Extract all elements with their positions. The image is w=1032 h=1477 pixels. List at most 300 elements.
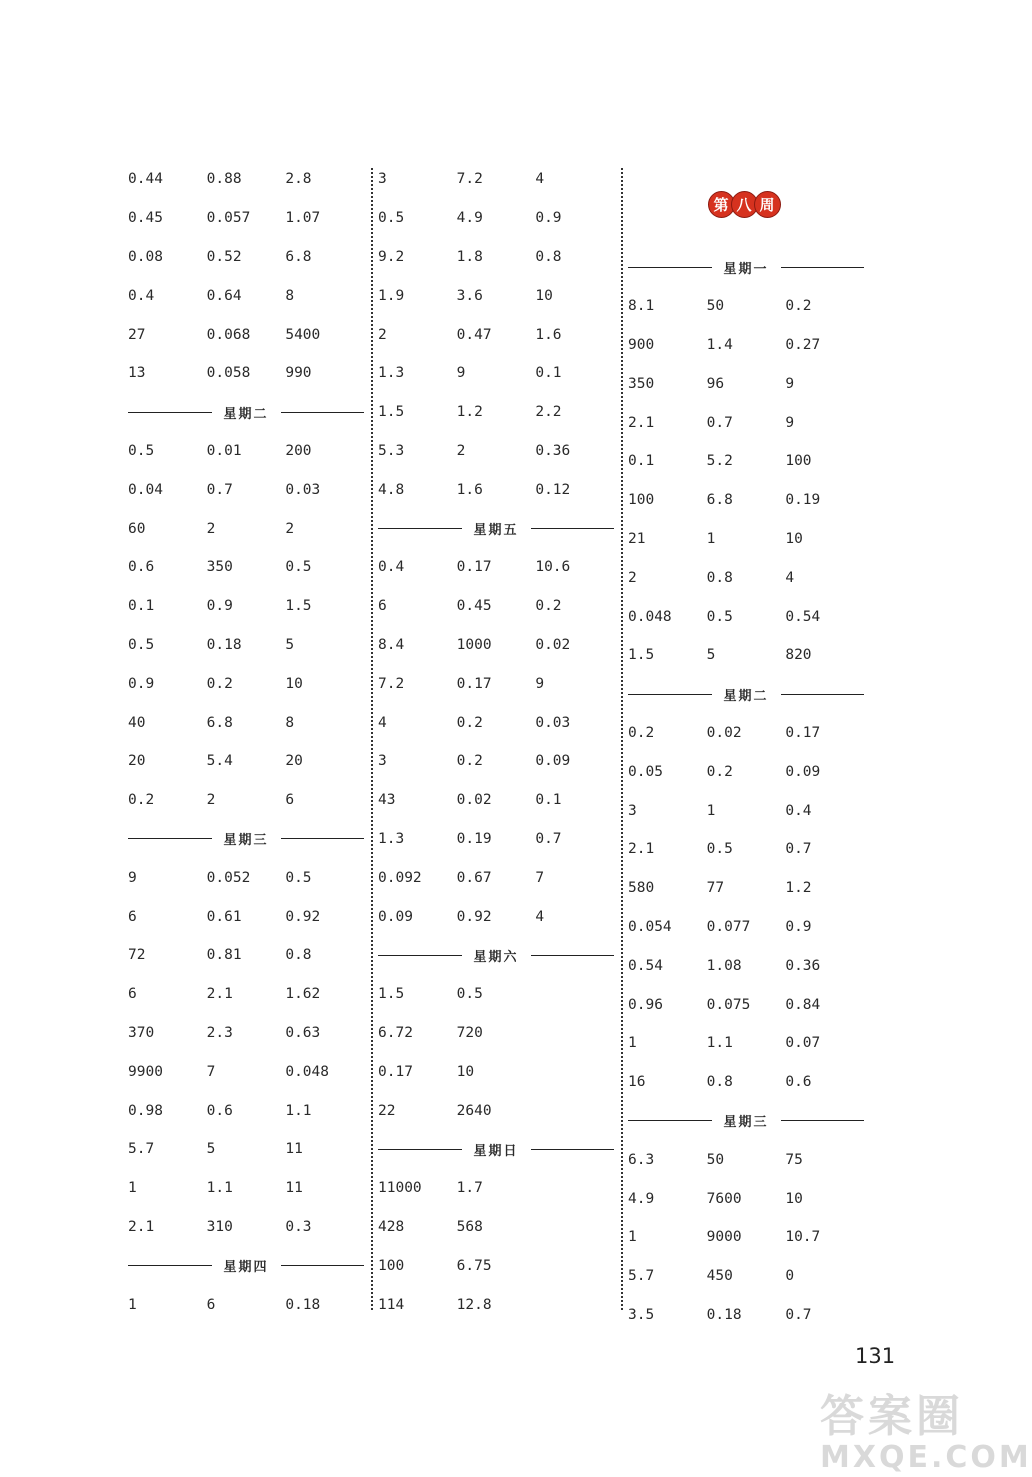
week-badge-char: 周 bbox=[754, 191, 781, 218]
answer-cell: 0.02 bbox=[706, 724, 742, 741]
answer-cell: 7.2 bbox=[456, 171, 483, 188]
answer-cell: 13 bbox=[128, 365, 146, 382]
answer-row bbox=[128, 354, 364, 393]
answer-cell: 5.7 bbox=[628, 1268, 655, 1285]
answer-cell: 0.7 bbox=[706, 414, 733, 431]
answer-row bbox=[128, 315, 364, 354]
answer-cell: 0.36 bbox=[785, 957, 821, 974]
answer-row bbox=[128, 626, 364, 665]
answer-cell: 0.09 bbox=[378, 908, 413, 925]
answer-cell: 27 bbox=[128, 326, 146, 343]
watermark-url: MXQE.COM bbox=[820, 1440, 1032, 1475]
answer-cell: 350 bbox=[628, 375, 655, 392]
answer-row bbox=[128, 1130, 364, 1169]
answer-cell: 9 bbox=[785, 375, 795, 392]
day-header bbox=[128, 393, 364, 432]
answer-cell: 0.19 bbox=[785, 492, 821, 509]
answer-cell: 0.54 bbox=[628, 957, 663, 974]
answer-cell: 990 bbox=[285, 365, 312, 382]
answer-cell: 0.048 bbox=[628, 608, 672, 625]
watermark-logo bbox=[820, 1380, 1032, 1475]
answer-cell: 100 bbox=[628, 492, 655, 509]
answer-row bbox=[628, 558, 864, 597]
answer-cell: 10 bbox=[456, 1063, 475, 1080]
answer-cell: 0.92 bbox=[285, 908, 321, 925]
answer-cell: 0.4 bbox=[128, 287, 155, 304]
answer-row bbox=[128, 432, 364, 471]
answer-row bbox=[378, 897, 614, 936]
answer-row bbox=[378, 1208, 614, 1247]
answer-row bbox=[128, 975, 364, 1014]
answer-row bbox=[128, 703, 364, 742]
answer-cell: 6.3 bbox=[628, 1151, 655, 1168]
answer-cell: 200 bbox=[285, 442, 312, 459]
day-label: 星期三 bbox=[223, 833, 269, 849]
answer-cell: 0.67 bbox=[456, 869, 492, 886]
answer-row bbox=[378, 742, 614, 781]
answer-cell: 6 bbox=[128, 908, 137, 925]
answer-cell: 0.7 bbox=[785, 1306, 812, 1323]
answer-cell: 0.7 bbox=[785, 841, 812, 858]
answer-cell: 0.27 bbox=[785, 336, 821, 353]
answer-cell: 60 bbox=[128, 520, 146, 537]
answer-cell: 1 bbox=[128, 1180, 137, 1197]
header-rule bbox=[628, 694, 712, 695]
answer-row bbox=[378, 315, 614, 354]
answer-cell: 8.1 bbox=[628, 298, 655, 315]
answer-cell: 0.03 bbox=[535, 714, 571, 731]
answer-row bbox=[378, 1091, 614, 1130]
answer-cell: 50 bbox=[706, 1151, 725, 1168]
header-rule bbox=[531, 1149, 615, 1150]
answer-cell: 0.47 bbox=[456, 326, 492, 343]
answer-row bbox=[628, 442, 864, 481]
answer-cell: 720 bbox=[456, 1024, 483, 1041]
answer-cell: 9900 bbox=[128, 1063, 163, 1080]
day-header bbox=[378, 509, 614, 548]
answer-row bbox=[378, 1014, 614, 1053]
header-rule bbox=[628, 1120, 712, 1121]
answer-cell: 0.17 bbox=[456, 675, 492, 692]
answer-cell: 0.9 bbox=[128, 675, 155, 692]
answer-cell: 0.88 bbox=[206, 171, 242, 188]
header-rule bbox=[781, 694, 865, 695]
answer-cell: 1.3 bbox=[378, 365, 405, 382]
answer-cell: 2.1 bbox=[128, 1218, 155, 1235]
answer-cell: 0.07 bbox=[785, 1035, 821, 1052]
column-divider bbox=[621, 168, 623, 1310]
answer-cell: 22 bbox=[378, 1102, 396, 1119]
answer-cell: 0.8 bbox=[535, 248, 562, 265]
answer-cell: 2.8 bbox=[285, 171, 312, 188]
answer-cell: 50 bbox=[706, 298, 725, 315]
day-label: 星期一 bbox=[723, 261, 769, 277]
answer-row bbox=[378, 238, 614, 277]
answer-cell: 0.5 bbox=[378, 210, 405, 227]
header-rule bbox=[781, 1120, 865, 1121]
answer-cell: 1 bbox=[128, 1296, 137, 1313]
answer-cell: 0.2 bbox=[628, 724, 655, 741]
answer-row bbox=[628, 1257, 864, 1296]
answer-cell: 10 bbox=[785, 1190, 803, 1207]
week-badge-char: 第 bbox=[708, 191, 735, 218]
answer-column-1 bbox=[128, 160, 364, 1324]
answer-cell: 8 bbox=[285, 714, 295, 731]
header-rule bbox=[531, 528, 615, 529]
answer-cell: 0.52 bbox=[206, 248, 242, 265]
answer-cell: 7600 bbox=[706, 1190, 742, 1207]
answer-cell: 0.19 bbox=[456, 830, 492, 847]
answer-cell: 0.057 bbox=[206, 210, 251, 227]
answer-row bbox=[628, 869, 864, 908]
answer-cell: 5.3 bbox=[378, 442, 405, 459]
answer-cell: 5.7 bbox=[128, 1141, 155, 1158]
day-label: 星期四 bbox=[223, 1260, 269, 1276]
answer-row bbox=[628, 1218, 864, 1257]
answer-column-2 bbox=[378, 160, 614, 1324]
answer-cell: 0.5 bbox=[706, 608, 733, 625]
answer-cell: 10.6 bbox=[535, 559, 571, 576]
answer-cell: 1.1 bbox=[206, 1180, 233, 1197]
answer-row bbox=[128, 587, 364, 626]
answer-cell: 0.04 bbox=[128, 481, 163, 498]
answer-cell: 1.8 bbox=[456, 248, 483, 265]
answer-row bbox=[628, 636, 864, 675]
answer-cell: 7 bbox=[535, 869, 545, 886]
answer-row bbox=[628, 791, 864, 830]
answer-cell: 0.5 bbox=[285, 559, 312, 576]
answer-row bbox=[628, 597, 864, 636]
answer-cell: 450 bbox=[706, 1268, 733, 1285]
answer-row bbox=[378, 858, 614, 897]
answer-cell: 4.8 bbox=[378, 481, 405, 498]
answer-cell: 0.18 bbox=[285, 1296, 321, 1313]
answer-cell: 0.8 bbox=[285, 947, 312, 964]
day-label: 星期六 bbox=[473, 949, 519, 965]
day-label: 星期五 bbox=[473, 523, 519, 539]
answer-cell: 0.2 bbox=[456, 753, 483, 770]
day-label: 星期二 bbox=[723, 688, 769, 704]
answer-cell: 8.4 bbox=[378, 636, 405, 653]
answer-cell: 1 bbox=[706, 802, 716, 819]
answer-row bbox=[378, 587, 614, 626]
answer-row bbox=[128, 199, 364, 238]
answer-cell: 6 bbox=[206, 1296, 216, 1313]
answer-cell: 4.9 bbox=[628, 1190, 655, 1207]
answer-cell: 3 bbox=[378, 753, 387, 770]
answer-cell: 5.2 bbox=[706, 453, 733, 470]
answer-cell: 10 bbox=[535, 287, 553, 304]
answer-row bbox=[628, 287, 864, 326]
day-header bbox=[628, 1102, 864, 1141]
answer-row bbox=[628, 403, 864, 442]
answer-cell: 10 bbox=[785, 530, 803, 547]
answer-cell: 0.54 bbox=[785, 608, 821, 625]
answer-cell: 0.05 bbox=[628, 763, 663, 780]
day-header bbox=[128, 820, 364, 859]
answer-cell: 100 bbox=[785, 453, 812, 470]
answer-cell: 0.6 bbox=[785, 1074, 812, 1091]
answer-cell: 0.5 bbox=[285, 869, 312, 886]
answer-cell: 2 bbox=[206, 792, 216, 809]
answer-cell: 4 bbox=[535, 908, 545, 925]
answer-cell: 1.07 bbox=[285, 210, 321, 227]
answer-cell: 0.068 bbox=[206, 326, 251, 343]
answer-row bbox=[128, 160, 364, 199]
answer-row bbox=[378, 820, 614, 859]
answer-cell: 0.44 bbox=[128, 171, 163, 188]
answer-cell: 2 bbox=[206, 520, 216, 537]
answer-row bbox=[628, 946, 864, 985]
answer-cell: 0.6 bbox=[206, 1102, 233, 1119]
answer-cell: 10.7 bbox=[785, 1229, 821, 1246]
answer-cell: 0.17 bbox=[456, 559, 492, 576]
answer-cell: 3 bbox=[378, 171, 387, 188]
answer-row bbox=[378, 354, 614, 393]
answer-cell: 568 bbox=[456, 1218, 483, 1235]
answer-row bbox=[128, 1014, 364, 1053]
answer-cell: 0.2 bbox=[206, 675, 233, 692]
header-rule bbox=[781, 267, 865, 268]
answer-cell: 1.5 bbox=[378, 404, 405, 421]
answer-cell: 0.8 bbox=[706, 569, 733, 586]
answer-row bbox=[128, 742, 364, 781]
answer-cell: 11 bbox=[285, 1141, 303, 1158]
answer-row bbox=[628, 908, 864, 947]
answer-cell: 16 bbox=[628, 1074, 646, 1091]
answer-cell: 0.1 bbox=[128, 598, 155, 615]
day-header bbox=[378, 936, 614, 975]
answer-cell: 1.6 bbox=[535, 326, 562, 343]
answer-row bbox=[128, 548, 364, 587]
answer-cell: 0.18 bbox=[206, 636, 242, 653]
day-header bbox=[128, 1246, 364, 1285]
answer-cell: 5.4 bbox=[206, 753, 233, 770]
week-badge-char: 八 bbox=[731, 191, 758, 218]
answer-cell: 0.054 bbox=[628, 918, 672, 935]
answer-row bbox=[378, 1052, 614, 1091]
answer-cell: 0.09 bbox=[785, 763, 821, 780]
answer-cell: 4.9 bbox=[456, 210, 483, 227]
header-rule bbox=[128, 838, 212, 839]
answer-row bbox=[378, 393, 614, 432]
day-header bbox=[628, 248, 864, 287]
answer-cell: 0.048 bbox=[285, 1063, 329, 1080]
answer-row bbox=[628, 1063, 864, 1102]
answer-cell: 9 bbox=[456, 365, 466, 382]
answer-row bbox=[128, 781, 364, 820]
answer-cell: 0.1 bbox=[535, 365, 562, 382]
answer-cell: 0 bbox=[785, 1268, 795, 1285]
answer-cell: 0.077 bbox=[706, 918, 751, 935]
answer-row bbox=[378, 1285, 614, 1324]
answer-cell: 0.17 bbox=[378, 1063, 413, 1080]
answer-cell: 0.45 bbox=[128, 210, 163, 227]
answer-row bbox=[378, 432, 614, 471]
answer-row bbox=[628, 1296, 864, 1335]
header-rule bbox=[378, 1149, 462, 1150]
answer-row bbox=[378, 626, 614, 665]
answer-row bbox=[378, 664, 614, 703]
answer-cell: 0.18 bbox=[706, 1306, 742, 1323]
answer-cell: 5 bbox=[706, 647, 716, 664]
answer-cell: 3.5 bbox=[628, 1306, 655, 1323]
answer-row bbox=[628, 1024, 864, 1063]
answer-cell: 2.1 bbox=[628, 414, 655, 431]
answer-cell: 0.02 bbox=[456, 792, 492, 809]
answer-cell: 0.2 bbox=[706, 763, 733, 780]
header-rule bbox=[531, 955, 615, 956]
answer-row bbox=[128, 1169, 364, 1208]
answer-cell: 310 bbox=[206, 1218, 233, 1235]
answer-cell: 0.02 bbox=[535, 636, 571, 653]
answer-cell: 72 bbox=[128, 947, 146, 964]
answer-cell: 9.2 bbox=[378, 248, 405, 265]
answer-cell: 21 bbox=[628, 530, 646, 547]
answer-cell: 6.8 bbox=[706, 492, 733, 509]
answer-cell: 0.6 bbox=[128, 559, 155, 576]
answer-cell: 0.98 bbox=[128, 1102, 163, 1119]
week-badge bbox=[712, 191, 781, 218]
answer-row bbox=[628, 481, 864, 520]
answer-cell: 43 bbox=[378, 792, 396, 809]
answer-row bbox=[628, 520, 864, 559]
page-number: 131 bbox=[855, 1344, 896, 1368]
answer-cell: 0.2 bbox=[128, 792, 155, 809]
answer-cell: 8 bbox=[285, 287, 295, 304]
answer-cell: 4 bbox=[378, 714, 387, 731]
answer-cell: 12.8 bbox=[456, 1296, 492, 1313]
answer-cell: 20 bbox=[285, 753, 303, 770]
answer-cell: 100 bbox=[378, 1257, 405, 1274]
answer-cell: 0.9 bbox=[785, 918, 812, 935]
answer-cell: 2 bbox=[285, 520, 295, 537]
answer-row bbox=[128, 664, 364, 703]
answer-cell: 0.9 bbox=[535, 210, 562, 227]
answer-row bbox=[378, 276, 614, 315]
answer-cell: 0.092 bbox=[378, 869, 422, 886]
answer-cell: 0.01 bbox=[206, 442, 242, 459]
answer-cell: 6 bbox=[378, 598, 387, 615]
answer-cell: 0.09 bbox=[535, 753, 571, 770]
day-label: 星期三 bbox=[723, 1115, 769, 1131]
answer-cell: 1.3 bbox=[378, 830, 405, 847]
answer-cell: 1.6 bbox=[456, 481, 483, 498]
answer-row bbox=[128, 858, 364, 897]
answer-row bbox=[628, 364, 864, 403]
answer-cell: 0.92 bbox=[456, 908, 492, 925]
answer-cell: 5400 bbox=[285, 326, 321, 343]
answer-cell: 0.5 bbox=[706, 841, 733, 858]
answer-cell: 1 bbox=[628, 1035, 637, 1052]
answer-cell: 1.1 bbox=[285, 1102, 312, 1119]
answer-cell: 20 bbox=[128, 753, 146, 770]
answer-cell: 0.61 bbox=[206, 908, 242, 925]
answer-cell: 820 bbox=[785, 647, 812, 664]
answer-row bbox=[128, 1052, 364, 1091]
answer-cell: 1.5 bbox=[378, 986, 405, 1003]
answer-cell: 1.2 bbox=[456, 404, 483, 421]
header-rule bbox=[378, 528, 462, 529]
answer-cell: 0.5 bbox=[128, 636, 155, 653]
answer-row bbox=[128, 509, 364, 548]
answer-cell: 9 bbox=[535, 675, 545, 692]
answer-cell: 114 bbox=[378, 1296, 405, 1313]
answer-cell: 0.3 bbox=[285, 1218, 312, 1235]
header-rule bbox=[281, 1265, 365, 1266]
header-rule bbox=[378, 955, 462, 956]
answer-row bbox=[128, 936, 364, 975]
answer-cell: 2.2 bbox=[535, 404, 562, 421]
answer-cell: 0.052 bbox=[206, 869, 251, 886]
answer-cell: 0.075 bbox=[706, 996, 751, 1013]
answer-cell: 1.08 bbox=[706, 957, 742, 974]
answer-cell: 0.4 bbox=[785, 802, 812, 819]
answer-row bbox=[378, 703, 614, 742]
day-header bbox=[378, 1130, 614, 1169]
answer-cell: 6 bbox=[128, 986, 137, 1003]
answer-cell: 0.96 bbox=[628, 996, 663, 1013]
answer-row bbox=[128, 238, 364, 277]
answer-row bbox=[628, 985, 864, 1024]
answer-cell: 0.5 bbox=[128, 442, 155, 459]
answer-cell: 0.17 bbox=[785, 724, 821, 741]
answer-cell: 11 bbox=[285, 1180, 303, 1197]
answer-row bbox=[628, 1179, 864, 1218]
answer-cell: 11000 bbox=[378, 1180, 422, 1197]
answer-cell: 7.2 bbox=[378, 675, 405, 692]
answer-cell: 0.5 bbox=[456, 986, 483, 1003]
header-rule bbox=[128, 412, 212, 413]
answer-cell: 96 bbox=[706, 375, 725, 392]
answer-row bbox=[628, 752, 864, 791]
answer-cell: 2.1 bbox=[628, 841, 655, 858]
answer-cell: 2.1 bbox=[206, 986, 233, 1003]
answer-column-3 bbox=[628, 160, 864, 1334]
day-header bbox=[628, 675, 864, 714]
answer-cell: 0.7 bbox=[206, 481, 233, 498]
answer-cell: 0.45 bbox=[456, 598, 492, 615]
answer-row bbox=[378, 470, 614, 509]
answer-cell: 6.75 bbox=[456, 1257, 492, 1274]
answer-cell: 0.9 bbox=[206, 598, 233, 615]
answer-cell: 0.03 bbox=[285, 481, 321, 498]
answer-cell: 6 bbox=[285, 792, 295, 809]
answer-cell: 3 bbox=[628, 802, 637, 819]
answer-cell: 2 bbox=[628, 569, 637, 586]
answer-cell: 0.7 bbox=[535, 830, 562, 847]
answer-cell: 6.8 bbox=[206, 714, 233, 731]
answer-cell: 1.9 bbox=[378, 287, 405, 304]
answer-cell: 1.2 bbox=[785, 880, 812, 897]
header-rule bbox=[281, 412, 365, 413]
answer-cell: 350 bbox=[206, 559, 233, 576]
answer-cell: 0.63 bbox=[285, 1024, 321, 1041]
answer-row bbox=[378, 1169, 614, 1208]
answer-cell: 370 bbox=[128, 1024, 155, 1041]
answer-cell: 0.36 bbox=[535, 442, 571, 459]
answer-cell: 1.4 bbox=[706, 336, 733, 353]
answer-cell: 10 bbox=[285, 675, 303, 692]
answer-row bbox=[128, 1285, 364, 1324]
answer-cell: 0.8 bbox=[706, 1074, 733, 1091]
answer-cell: 9 bbox=[128, 869, 137, 886]
answer-cell: 900 bbox=[628, 336, 655, 353]
answer-row bbox=[378, 160, 614, 199]
answer-cell: 9000 bbox=[706, 1229, 742, 1246]
answer-row bbox=[128, 897, 364, 936]
answer-cell: 0.1 bbox=[628, 453, 655, 470]
